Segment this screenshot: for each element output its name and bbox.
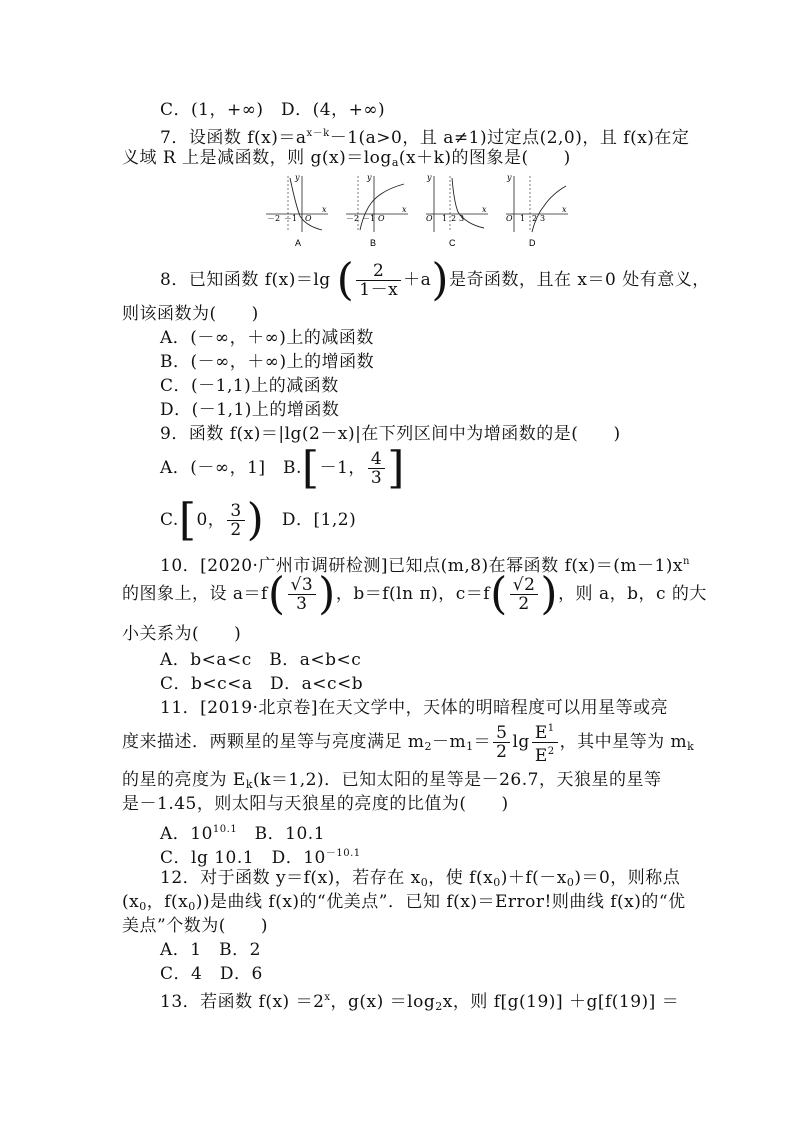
option-text: C．lg 10.1 D．10 (160, 848, 326, 868)
q7-text-4: (x＋k)的图象是( ) (398, 148, 571, 168)
q11-options-ab (160, 820, 325, 844)
q8-text-3: 是奇函数，且在 x＝0 处有意义， (448, 270, 710, 290)
tick-label: －2 (346, 214, 360, 223)
q11-text-2: 度来描述．两颗星的星等与亮度满足 m (122, 732, 425, 752)
fraction-denominator: 2 (518, 594, 530, 614)
fraction-numerator: √2 (510, 576, 539, 595)
q12-text-5: (x (122, 892, 140, 912)
q10-fraction-c (510, 576, 539, 613)
q10-options-ab (160, 650, 361, 670)
q8-text-2: ＋a (403, 270, 432, 290)
q10-options-cd (160, 674, 363, 694)
fraction-denominator: 2 (230, 520, 242, 540)
q9-text: 9．函数 f(x)＝|lg(2－x)|在下列区间中为增函数的是( ) (160, 424, 621, 444)
option-text: C. (160, 510, 179, 530)
q8-line2 (122, 304, 259, 324)
q9-line1 (160, 424, 621, 444)
tick-label: －1 (284, 214, 298, 223)
option-text: －1， (319, 458, 366, 478)
q11-text-4: ＝ (473, 732, 492, 752)
fraction-denominator: 3 (296, 594, 308, 614)
q7-log-base: a (391, 156, 399, 169)
q13-text-2: ，g(x) ＝log (330, 992, 436, 1012)
q12-text: 12．对于函数 y＝f(x)，若存在 x (160, 868, 421, 888)
axis-label: x (482, 205, 487, 214)
fraction-numerator (532, 720, 558, 743)
fraction-denominator: 2 (496, 742, 508, 762)
superscript: x (324, 992, 331, 1003)
q9-options-cd (160, 494, 357, 546)
tick-label: 1 (520, 214, 526, 223)
q11-text-3: －m (432, 732, 467, 752)
q11-text-7: (k＝1,2)．已知太阳的星等是－26.7，天狼星的星等 (253, 770, 662, 790)
tick-label: 1 (442, 214, 448, 223)
q7-graphs (262, 172, 572, 250)
axis-label: y (367, 173, 372, 182)
tick-label: 3 (540, 214, 546, 223)
subscript: k (245, 778, 253, 791)
graph-label: C (449, 238, 456, 248)
left-paren: ( (336, 254, 355, 306)
q11-line4 (122, 794, 509, 814)
subscript: 2 (424, 740, 433, 753)
tick-label: O (506, 214, 513, 223)
right-bracket: ] (387, 442, 405, 494)
axis-label: x (322, 205, 327, 214)
subscript: 0 (188, 900, 196, 913)
axis-label: y (507, 173, 512, 182)
q6-options-cd (160, 100, 385, 120)
graph-label: D (529, 238, 536, 248)
q7-text-3: 义域 R 上是减函数，则 g(x)＝log (122, 148, 392, 168)
q11-lg: lg (512, 732, 530, 752)
q7-exponent: x－k (306, 128, 330, 139)
tick-label: O (426, 214, 433, 223)
graph-label: B (370, 238, 377, 248)
right-paren: ) (431, 254, 449, 306)
q11-text-5: ，其中星等为 m (559, 732, 688, 752)
q8-option-b (160, 352, 374, 372)
q9-fraction (227, 502, 244, 539)
q10-line3 (122, 624, 241, 644)
axis-label: y (295, 173, 300, 182)
q12-text-7: ))是曲线 f(x)的“优美点”．已知 f(x)＝Error!则曲线 f(x)的“优 (195, 892, 686, 912)
q8-line1 (160, 254, 710, 306)
q8-option-a (160, 328, 374, 348)
option-text: B．(－∞，＋∞)上的增函数 (160, 352, 375, 372)
q10-fraction-a (288, 576, 317, 613)
option-text: D．[1,2) (281, 510, 357, 530)
superscript: 1 (547, 723, 555, 734)
fraction-numerator: 3 (227, 502, 244, 521)
option-text: C．4 D．6 (160, 964, 263, 984)
q13-line1 (160, 988, 679, 1017)
option-text: C．(1，+∞) D．(4，+∞) (160, 100, 386, 120)
axis-label: y (427, 173, 432, 182)
left-bracket: [ (301, 442, 320, 494)
q13-text-3: x，则 f[g(19)] ＋g[f(19)] ＝ (442, 992, 680, 1012)
option-text: C．b<c<a D．a<c<b (160, 674, 364, 694)
option-text: A．(－∞，1] B. (160, 458, 302, 478)
superscript: －10.1 (325, 848, 361, 859)
q7-line2 (122, 148, 571, 173)
tick-label: 3 (459, 214, 465, 223)
subscript: k (687, 740, 695, 753)
subscript: 0 (139, 900, 147, 913)
q10-text: 10．[2020·广州市调研检测]已知点(m,8)在幂函数 f(x)＝(m－1)x (160, 556, 684, 576)
q11-line3 (122, 770, 661, 795)
subscript: 1 (466, 740, 474, 753)
option-text: D．(－1,1)上的增函数 (160, 400, 340, 420)
e-symbol: E (534, 723, 548, 743)
q11-line1 (160, 698, 668, 718)
tick-label: O (305, 214, 312, 223)
subscript: 0 (566, 876, 575, 889)
q8-text: 8．已知函数 f(x)＝lg (160, 270, 331, 290)
option-text: A．(－∞，＋∞)上的减函数 (160, 328, 374, 348)
q8-option-d (160, 400, 339, 420)
superscript: 10.1 (212, 824, 238, 835)
fraction-numerator: √3 (288, 576, 317, 595)
q13-text: 13．若函数 f(x) ＝2 (160, 992, 325, 1012)
superscript: 2 (547, 746, 555, 757)
q7-text: 7．设函数 f(x)＝a (160, 128, 307, 148)
fraction-numerator: 2 (356, 262, 401, 281)
q12-text-2: ，使 f(x (428, 868, 494, 888)
q10-text-2: 的图象上，设 a＝f (122, 584, 268, 604)
q12-options-cd (160, 964, 263, 984)
q11-line2 (122, 720, 694, 764)
tick-label: 2 (451, 214, 457, 223)
e-symbol: E (534, 746, 548, 766)
q12-text-3: )＋f(－x (500, 868, 567, 888)
fraction-denominator: 1－x (359, 280, 399, 300)
left-paren: ( (490, 568, 508, 620)
graph-d (506, 173, 568, 248)
q12-options-ab (160, 940, 261, 960)
axis-label: x (562, 205, 567, 214)
q7-line1 (160, 124, 689, 148)
q8-option-c (160, 376, 339, 396)
fraction-numerator: 4 (368, 450, 385, 469)
fraction-denominator (532, 743, 558, 765)
q12-text-4: )＝0，则称点 (574, 868, 681, 888)
q10-exponent: n (683, 556, 690, 567)
tick-label: O (378, 214, 385, 223)
q11-fraction-e (532, 720, 558, 765)
option-text: B．10.1 (237, 824, 326, 844)
q12-text-8: 美点”个数为( ) (122, 916, 268, 936)
q11-options-cd (160, 844, 361, 868)
option-text: A．10 (160, 824, 213, 844)
q11-text: 11．[2019·北京卷]在天文学中，天体的明暗程度可以用星等或亮 (160, 698, 669, 718)
graph-c (426, 173, 488, 248)
left-bracket: [ (178, 494, 197, 546)
subscript: 0 (493, 876, 501, 889)
q9-fraction (368, 450, 385, 487)
q10-text-3: ，b＝f(ln π)，c＝f (335, 584, 491, 604)
fraction-numerator: 5 (493, 724, 510, 743)
q12-text-6: ，f(x (146, 892, 189, 912)
option-text: A．b<a<c B．a<b<c (160, 650, 362, 670)
tick-label: －1 (362, 214, 376, 223)
q11-fraction-5-2 (493, 724, 510, 761)
graph-a (266, 173, 328, 248)
q7-text-2: －1(a>0，且 a≠1)过定点(2,0)，且 f(x)在定 (329, 128, 690, 148)
option-text: 0， (196, 510, 226, 530)
option-text: C．(－1,1)上的减函数 (160, 376, 339, 396)
right-paren: ) (540, 568, 559, 620)
q8-fraction (356, 262, 401, 299)
subscript: 0 (420, 876, 429, 889)
fraction-denominator: 3 (370, 468, 383, 488)
graph-label: A (295, 238, 302, 248)
q11-text-6: 的星的亮度为 E (122, 770, 246, 790)
tick-label: －2 (267, 214, 281, 223)
right-paren: ) (246, 494, 265, 546)
axis-label: x (402, 205, 407, 214)
q10-text-5: 小关系为( ) (122, 624, 242, 644)
right-paren: ) (318, 568, 336, 620)
q10-text-4: ，则 a，b，c 的大 (558, 584, 707, 604)
left-paren: ( (267, 568, 286, 620)
option-text: A．1 B．2 (160, 940, 261, 960)
q9-options-ab (160, 442, 405, 494)
subscript: 2 (435, 1000, 443, 1013)
q12-line1 (160, 868, 680, 893)
graph-b (346, 173, 408, 248)
q10-line2 (122, 568, 707, 620)
q11-text-8: 是－1.45，则太阳与天狼星的亮度的比值为( ) (122, 794, 509, 814)
tick-label: 2 (532, 214, 538, 223)
q8-text-4: 则该函数为( ) (122, 304, 259, 324)
q12-line2 (122, 892, 686, 917)
q12-line3 (122, 916, 268, 936)
